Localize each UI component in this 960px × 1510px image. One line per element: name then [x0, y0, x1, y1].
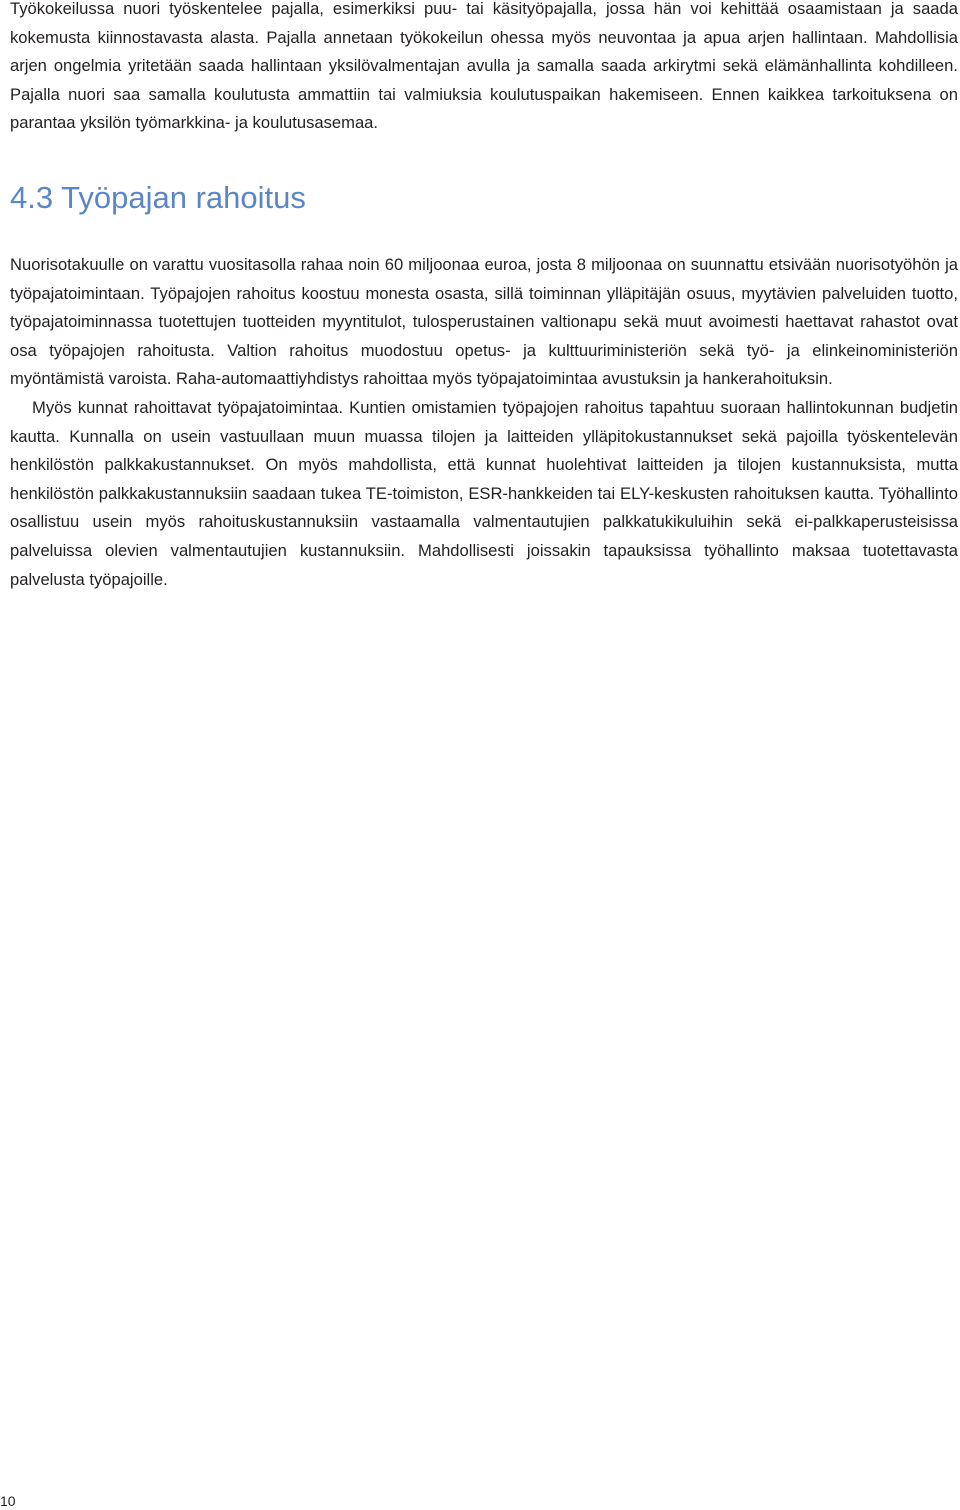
section-paragraph-funding-overview: Nuorisotakuulle on varattu vuositasolla rahaa noin 60 miljoonaa euroa, josta 8 miljoonaa on suunnattu etsivään nuorisotyöhön ja työpajatoimintaan. Työpajojen rahoitus koostuu monesta osasta, sillä toiminnan ylläpitäjän osuus, myytävien palveluiden tuotto, työpajatoiminnassa tuotettujen tuotteiden myyntitulot, tulosperustainen valtionapu sekä muut avoimesti haettavat rahastot ovat osa työpajojen rahoitusta. Valtion rahoitus muodostuu opetus- ja kulttuuriministeriön sekä työ- ja elinkeinoministeriön myöntämistä varoista. Raha-automaattiyhdistys rahoittaa myös työpajatoimintaa avustuksin ja hankerahoituksin.	[10, 255, 958, 389]
intro-paragraph: Työkokeilussa nuori työskentelee pajalla, esimerkiksi puu- tai käsityöpajalla, jossa hän voi kehittää osaamistaan ja saada kokemusta kiinnostavasta alasta. Pajalla annetaan työkokeilun ohessa myös neuvontaa ja apua arjen hallintaan. Mahdollisia arjen ongelmia yritetään saada hallintaan yksilövalmentajan avulla ja samalla saada arkirytmi sekä elämänhallinta kohdilleen. Pajalla nuori saa samalla koulutusta ammattiin tai valmiuksia koulutuspaikan hakemiseen. Ennen kaikkea tarkoituksena on parantaa yksilön työmarkkina- ja koulutusasemaa.	[10, 0, 958, 133]
section-heading: 4.3 Työpajan rahoitus	[10, 180, 306, 215]
section-paragraph-municipal-funding: Myös kunnat rahoittavat työpajatoimintaa. Kuntien omistamien työpajojen rahoitus tapahtuu suoraan hallintokunnan budjetin kautta. Kunnalla on usein vastuullaan muun muassa tilojen ja laitteiden ylläpitokustannukset sekä pajoilla työskentelevän henkilöstön palkkakustannukset. On myös mahdollista, että kunnat huolehtivat laitteiden ja tilojen kustannuksista, mutta henkilöstön palkkakustannuksiin saadaan tukea TE-toimiston, ESR-hankkeiden tai ELY-keskusten rahoituksen kautta. Työhallinto osallistuu usein myös rahoituskustannuksiin vastaamalla valmentautujien palkkatukikuluihin sekä ei-palkkaperusteisissa palveluissa olevien valmentautujien kustannuksiin. Mahdollisesti joissakin tapauksissa työhallinto maksaa tuotettavasta palvelusta työpajoille.	[10, 397, 958, 589]
section-body	[10, 251, 958, 594]
page-number: 10	[0, 1493, 16, 1509]
